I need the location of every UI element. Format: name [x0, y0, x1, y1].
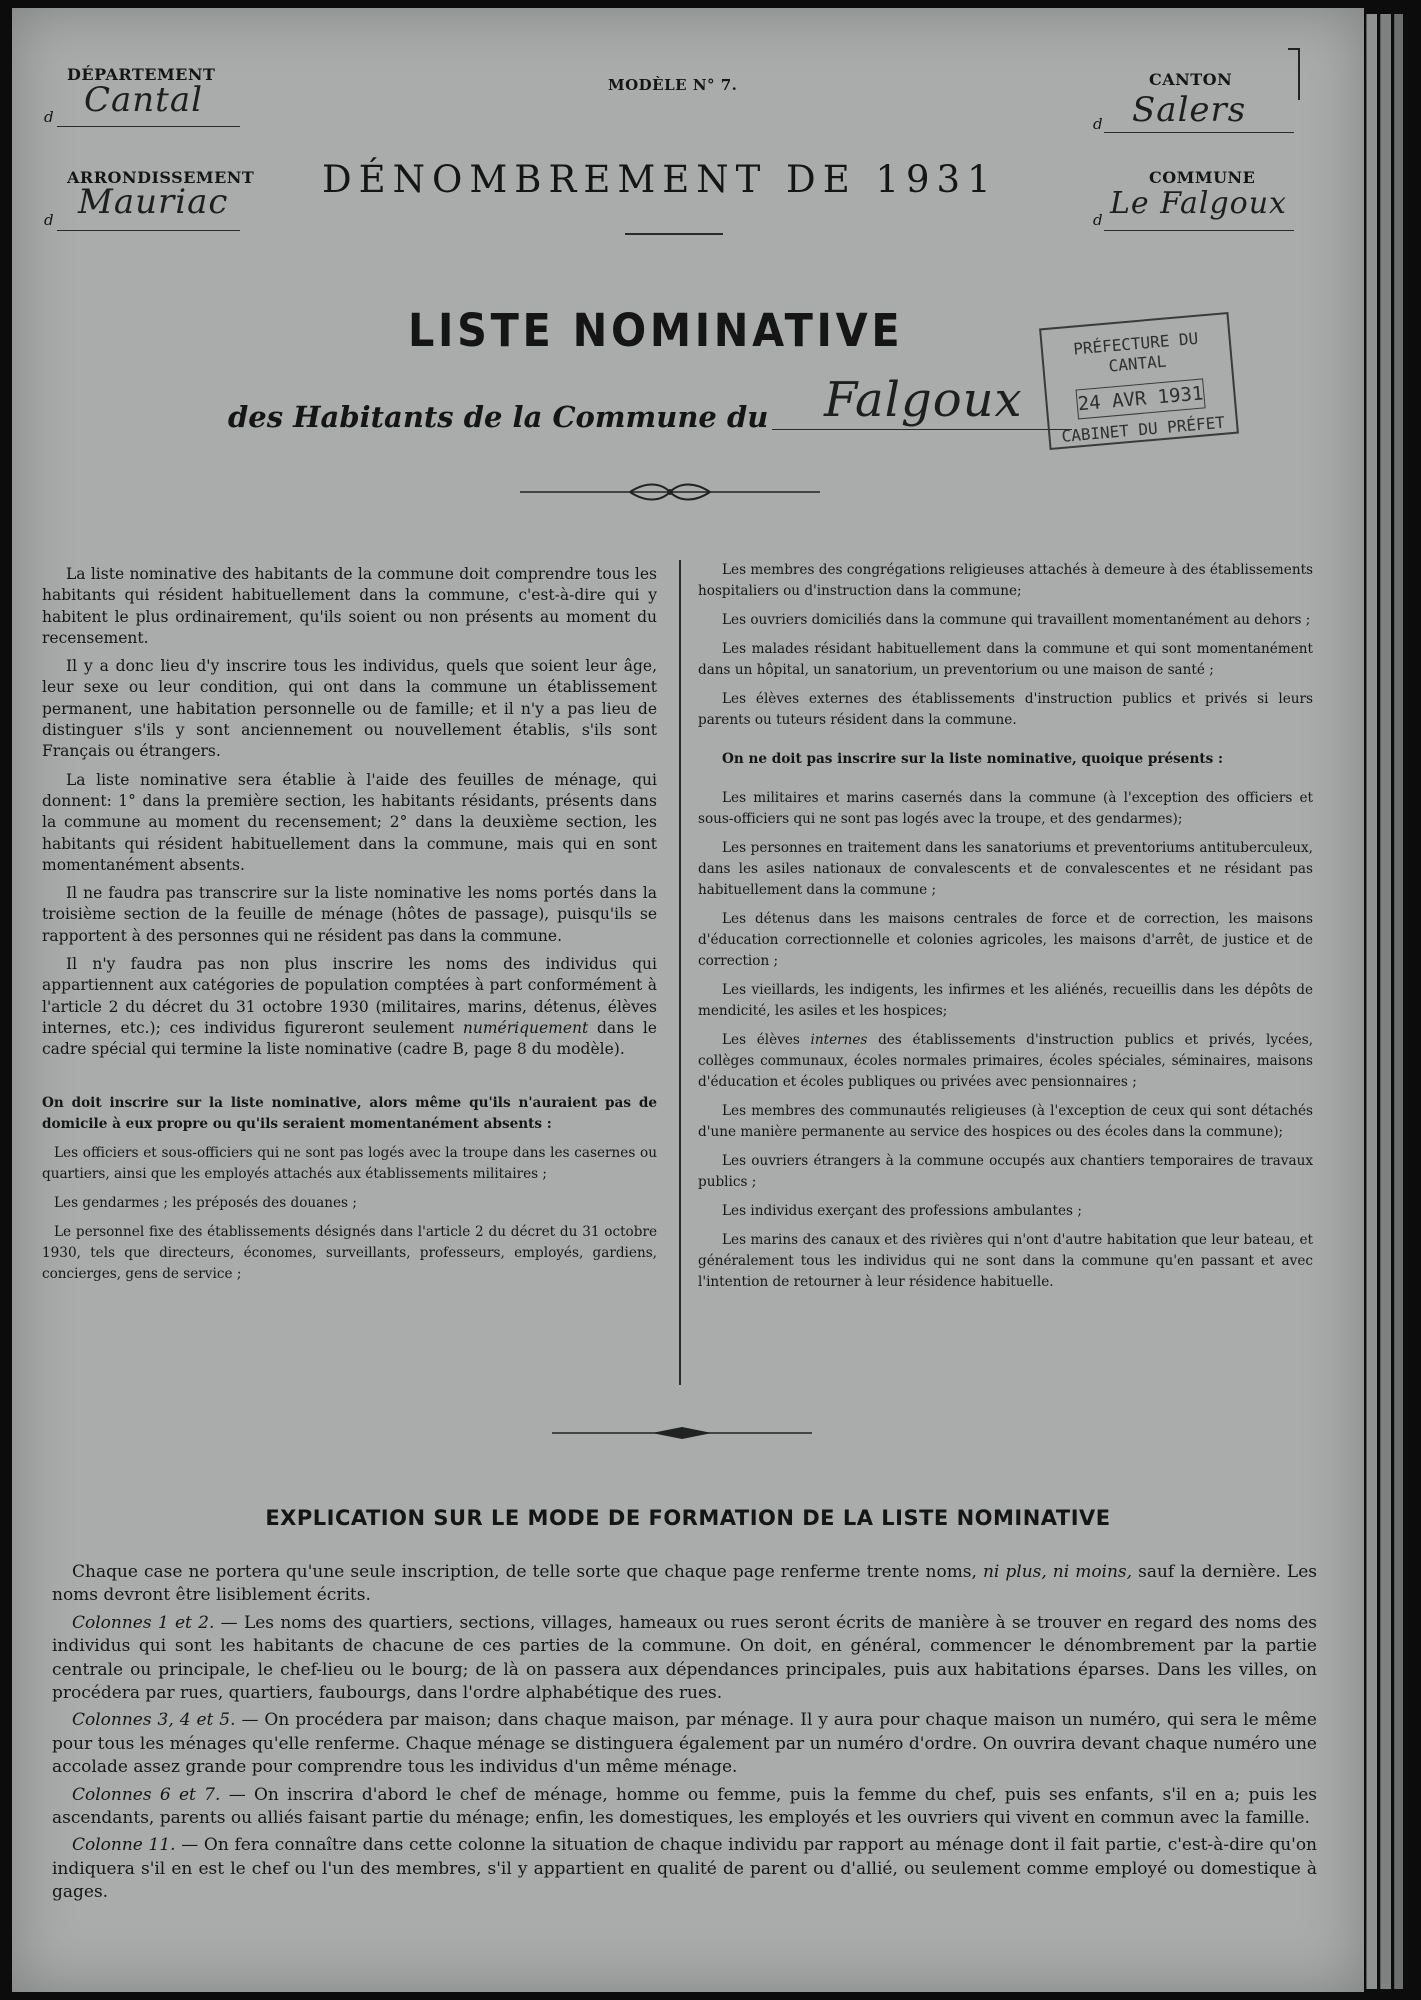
left-paragraph-5-text: Il n'y faudra pas non plus inscrire les noms des individus qui appartiennent aux catégories de population comptées à part conformément à l'article 2 du décret du 31 octobre 1930 (militaires, marins, détenus, élèves internes, etc.); ces individus figureront seulement [42, 955, 657, 1037]
canton-value: Salers [1132, 90, 1247, 130]
corner-mark [1288, 48, 1300, 100]
left-item-2: Les gendarmes ; les préposés des douanes ; [54, 1194, 357, 1211]
column-divider [679, 560, 681, 1385]
right-excluded-7: Les ouvriers étrangers à la commune occupés aux chantiers temporaires de travaux publics ; [698, 1153, 1313, 1190]
title-rule [625, 233, 723, 235]
page-edge-1 [1366, 14, 1377, 1989]
subtitle: des Habitants de la Commune du [228, 400, 769, 434]
right-note: On ne doit pas inscrire sur la liste nominative, quoique présents : [722, 751, 1224, 767]
list-title: LISTE NOMINATIVE [408, 304, 904, 357]
stamp-date: 24 AVR 1931 [1076, 378, 1206, 419]
explanation-body [52, 1561, 1317, 1909]
right-item-4: Les élèves externes des établissements d'instruction publics et privés si leurs parents ou tuteurs résident dans la commune. [698, 691, 1313, 728]
left-paragraph-5 [42, 954, 657, 1060]
left-column [42, 564, 657, 1293]
canton-label: CANTON [1149, 70, 1233, 89]
right-excluded-4: Les vieillards, les indigents, les infirmes et les aliénés, recueillis dans les dépôts de mendicité, les asiles et les hospices; [698, 982, 1313, 1019]
left-paragraph-3: La liste nominative sera établie à l'aide des feuilles de ménage, qui donnent: 1° dans la première section, les habitants résidants, présents dans la commune au moment du recensement; 2° dans la deuxième section, les habitants qui résident habituellement dans la commune, mais qui en sont momentanément absents. [42, 770, 657, 874]
explanation-label: Colonnes 1 et 2. [72, 1612, 215, 1633]
right-excluded-9: Les marins des canaux et des rivières qui n'ont d'autre habitation que leur bateau, et généralement tous les individus qui ne sont dans la commune qu'en passant et avec l'intention de retourner à leur résidence habituelle. [698, 1232, 1313, 1290]
right-excluded-5-italic: internes [810, 1032, 868, 1048]
left-paragraph-2: Il y a donc lieu d'y inscrire tous les individus, quels que soient leur âge, leur sexe ou leur condition, qui ont dans la commune un établissement permanent, une habitation personnelle ou de famille; et il n'y a pas lieu de distinguer s'ils y sont anciennement ou nouvellement établis, s'ils sont Français ou étrangers. [42, 657, 657, 761]
explanation-label: Colonne 11. [72, 1835, 176, 1856]
commune-prefix: d [1093, 211, 1103, 229]
left-note: On doit inscrire sur la liste nominative, alors même qu'ils n'auraient pas de domicile à eux propre ou qu'ils seraient momentanément absents : [42, 1094, 657, 1132]
page-edge-3 [1394, 14, 1403, 1989]
explanation-text: — On fera connaître dans cette colonne la situation de chaque individu par rapport au ménage dont il fait partie, c'est-à-dire qu'on indiquera s'il en est le chef ou l'un des membres, s'il y appartient en qualité de parent ou d'allié, ou seulement comme employé ou domestique à gages. [52, 1835, 1317, 1903]
departement-underline [57, 126, 240, 127]
commune-value: Le Falgoux [1110, 186, 1287, 221]
right-excluded-5-end: des établissements d'instruction publics et privés, lycées, collèges communaux, écoles normales primaires, écoles spéciales, séminaires, maisons d'éducation et écoles publiques ou privées avec pensionnaires ; [698, 1032, 1314, 1090]
departement-value: Cantal [84, 80, 203, 120]
left-paragraph-5-end: dans le cadre spécial qui termine la liste nominative (cadre B, page 8 du modèle). [42, 1018, 657, 1059]
left-item-1: Les officiers et sous-officiers qui ne sont pas logés avec la troupe dans les casernes ou quartiers, ainsi que les employés attachés aux établissements militaires ; [42, 1144, 657, 1182]
right-excluded-1: Les militaires et marins casernés dans la commune (à l'exception des officiers et sous-officiers qui ne sont pas logés avec la troupe, et des gendarmes); [698, 790, 1313, 827]
subtitle-underline [772, 429, 1072, 430]
left-inscribe-section [42, 1093, 657, 1285]
explanation-colonne-11 [52, 1834, 1317, 1904]
explanation-title: EXPLICATION SUR LE MODE DE FORMATION DE LA LISTE NOMINATIVE [265, 1506, 1111, 1530]
left-paragraph-4: Il ne faudra pas transcrire sur la liste nominative les noms portés dans la troisième section de la feuille de ménage (hôtes de passage), puisqu'ils se rapportent à des personnes qui ne résident pas dans la commune. [42, 884, 657, 945]
departement-prefix: d [44, 108, 54, 126]
explanation-label: Colonnes 6 et 7. [72, 1784, 221, 1805]
explanation-colonnes-6-7 [52, 1784, 1317, 1831]
page-edge-2 [1380, 14, 1391, 1989]
modele-number: MODÈLE N° 7. [608, 76, 738, 94]
right-excluded-5 [698, 1030, 1313, 1093]
left-paragraph-5-italic: numériquement [462, 1018, 589, 1037]
departement-label: DÉPARTEMENT [67, 65, 216, 84]
right-excluded-8: Les individus exerçant des professions ambulantes ; [722, 1203, 1082, 1219]
stamp-line3: CABINET DU PRÉFET [1060, 412, 1226, 446]
canton-underline [1104, 132, 1294, 133]
left-item-3: Le personnel fixe des établissements désignés dans l'article 2 du décret du 31 octobre 1930, tels que directeurs, économes, surveillants, professeurs, employés, gardiens, concierges, gens de service ; [42, 1223, 657, 1282]
document-page [12, 8, 1364, 1992]
explanation-colonnes-3-5 [52, 1709, 1317, 1779]
right-excluded-5-text: Les élèves [722, 1032, 811, 1048]
right-excluded-6: Les membres des communautés religieuses (à l'exception de ceux qui sont détachés d'une manière permanente au service des hospices ou des écoles dans la commune); [698, 1103, 1313, 1140]
explanation-colonnes-1-2 [52, 1612, 1317, 1706]
commune-label: COMMUNE [1149, 168, 1256, 187]
stamp-line1: PRÉFECTURE DU CANTAL [1072, 328, 1199, 376]
explanation-text: — On inscrira d'abord le chef de ménage, homme ou femme, puis la femme du chef, puis ses enfants, s'il en a; puis les ascendants, parents ou alliés faisant partie du ménage; enfin, les domestiques, les employés et les ouvriers qui vivent en commun avec la famille. [52, 1784, 1317, 1829]
commune-handwritten: Falgoux [824, 372, 1023, 428]
right-item-2: Les ouvriers domiciliés dans la commune qui travaillent momentanément au dehors ; [722, 612, 1311, 628]
right-item-3: Les malades résidant habituellement dans la commune et qui sont momentanément dans un hôpital, un sanatorium, un preventorium ou une maison de santé ; [698, 641, 1313, 678]
explanation-text: — On procédera par maison; dans chaque maison, par ménage. Il y aura pour chaque maison un numéro, qui sera le même pour tous les ménages qu'elle renferme. Chaque ménage se distinguera également par un numéro d'ordre. On ouvrira devant chaque numéro une accolade assez grande pour comprendre tous les individus d'un même ménage. [52, 1710, 1317, 1778]
explanation-intro [52, 1561, 1317, 1608]
right-item-1: Les membres des congrégations religieuses attachés à demeure à des établissements hospitaliers ou d'instruction dans la commune; [698, 562, 1314, 599]
explanation-intro-italic: ni plus, ni moins, [982, 1562, 1133, 1582]
canton-prefix: d [1093, 115, 1103, 133]
explanation-label: Colonnes 3, 4 et 5. [72, 1710, 236, 1731]
right-excluded-3: Les détenus dans les maisons centrales de force et de correction, les maisons d'éducation correctionnelle et colonies agricoles, les maisons d'arrêt, de justice et de correction ; [698, 911, 1313, 969]
arrondissement-prefix: d [44, 211, 54, 229]
commune-underline [1104, 230, 1294, 231]
explanation-text: — Les noms des quartiers, sections, villages, hameaux ou rues seront écrits de manière à se trouver en regard des noms des individus qui sont les habitants de chacune de ces parties de la commune. On doit, en général, commencer le dénombrement par la partie centrale ou principale, le chef-lieu ou le bourg; de là on passera aux dépendances principales, puis aux habitations éparses. Dans les villes, on procédera par rues, quartiers, faubourgs, dans l'ordre alphabétique des rues. [52, 1612, 1317, 1704]
main-title: DÉNOMBREMENT DE 1931 [322, 158, 998, 201]
right-column [698, 560, 1313, 1301]
arrondissement-value: Mauriac [78, 182, 229, 222]
ornament-middle [552, 1426, 812, 1440]
right-excluded-2: Les personnes en traitement dans les sanatoriums et preventoriums antituberculeux, dans les asiles nationaux de convalescents et de convalescentes et ne résidant pas habituellement dans la commune ; [698, 840, 1313, 898]
left-paragraph-1: La liste nominative des habitants de la commune doit comprendre tous les habitants qui résident habituellement dans la commune, c'est-à-dire qui y habitent le plus ordinairement, qu'ils soient ou non présents au moment du recensement. [42, 565, 657, 647]
ornament-top [520, 482, 820, 502]
explanation-intro-end: sauf la dernière. Les noms devront être lisiblement écrits. [52, 1562, 1318, 1606]
arrondissement-underline [57, 230, 240, 231]
explanation-intro-text: Chaque case ne portera qu'une seule inscription, de telle sorte que chaque page renferme trente noms, [72, 1562, 983, 1582]
prefecture-stamp [1039, 312, 1239, 450]
arrondissement-label: ARRONDISSEMENT [67, 168, 255, 187]
